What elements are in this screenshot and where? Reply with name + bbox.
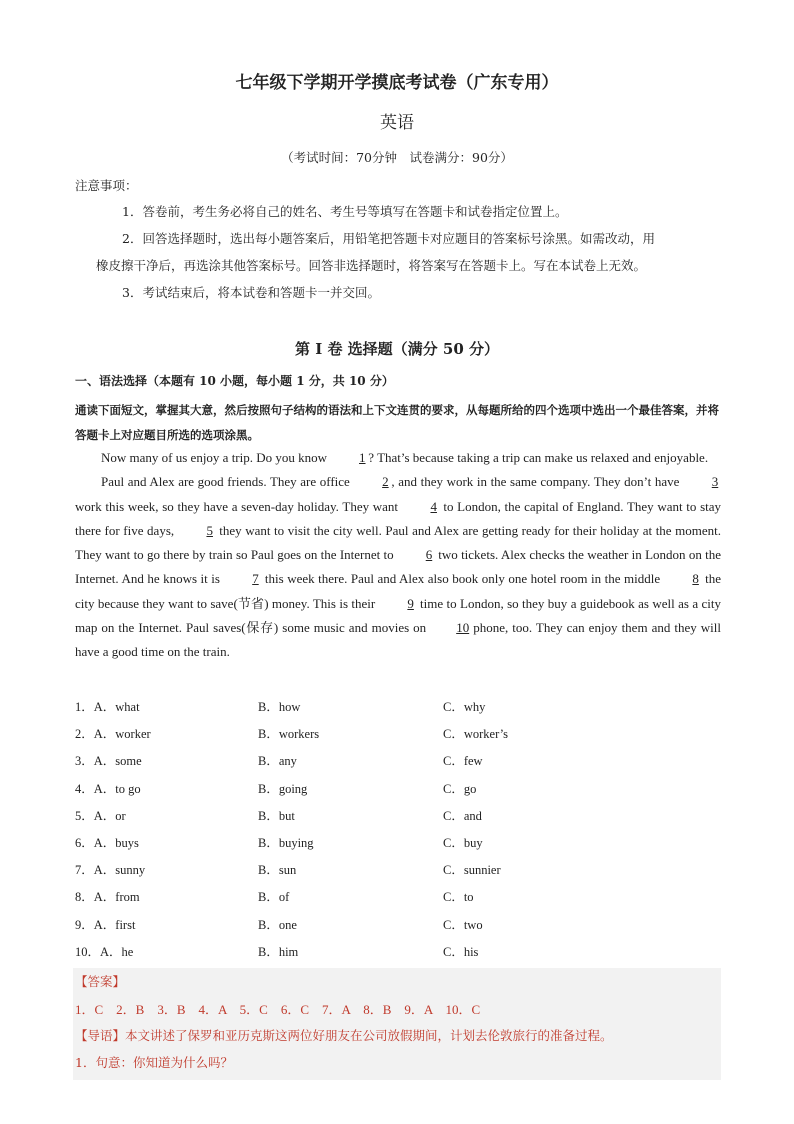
passage-text: , and they work in the same company. They don’t have [391, 474, 683, 490]
passage-paragraph-2 [75, 470, 721, 664]
option-b: B．how [258, 700, 301, 714]
question-row [75, 751, 721, 778]
option-a: 9．A．first [75, 917, 136, 932]
option-a: 10．A．he [75, 944, 134, 959]
option-c: C．few [443, 754, 483, 769]
blank-8: 8 [692, 571, 699, 587]
passage-text: Now many of us enjoy a trip. Do you know [101, 450, 331, 465]
blank-6: 6 [425, 547, 433, 563]
passage-text: the city because they want to save(节省) money. This is their [75, 571, 721, 611]
question-row [75, 724, 721, 751]
passage-paragraph-1 [75, 446, 721, 470]
section-title: 第 I 卷 选择题（满分 50 分） [294, 340, 499, 358]
guide-line [75, 1026, 613, 1044]
option-c: C．to [443, 890, 474, 905]
blank-5: 5 [206, 522, 213, 538]
option-a: 4．A．to go [75, 781, 141, 796]
option-a: 8．A．from [75, 890, 140, 905]
part-instruction: 通读下面短文，掌握其大意，然后按照句子结构的语法和上下文连贯的要求，从每题所给的四个选项中选出一个最佳答案，并将答题卡上对应题目所选的选项涂黑。 [75, 403, 719, 442]
option-c: C．sunnier [443, 863, 501, 878]
option-a: 3．A．some [75, 754, 142, 769]
answer-label: 【答案】 [75, 974, 126, 989]
question-row [75, 915, 721, 942]
passage-text: Paul and Alex are good friends. They are office [101, 474, 354, 490]
exam-title: 七年级下学期开学摸底考试卷（广东专用） [235, 73, 559, 93]
passage-text: to London, the capital of England. They want to stay there for five days, [75, 498, 722, 538]
blank-3: 3 [711, 474, 719, 490]
question-options [75, 697, 721, 969]
option-b: B．one [258, 917, 297, 932]
option-c: C．why [443, 700, 486, 714]
part-heading: 一、语法选择（本题有 10 小题，每小题 1 分，共 10 分） [75, 374, 394, 388]
option-c: C．his [443, 944, 479, 959]
answer-key: 1．C 2．B 3．B 4．A 5．C 6．C 7．A 8．B 9．A 10．C [75, 1002, 481, 1017]
passage-text: time to London, so they buy a guidebook as well as a city map on the Internet. Paul saves(保存) some music and movies on [75, 595, 721, 636]
note-item: 3．考试结束后，将本试卷和答题卡一并交回。 [122, 285, 380, 300]
question-1-explanation: 1．句意：你知道为什么吗？ [75, 1055, 233, 1070]
guide-text: 本文讲述了保罗和亚历克斯这两位好朋友在公司放假期间，计划去伦敦旅行的准备过程。 [125, 1028, 613, 1043]
blank-1: 1 [359, 450, 366, 465]
question-row [75, 697, 721, 724]
option-b: B．sun [258, 863, 297, 878]
blank-7: 7 [252, 571, 259, 587]
question-row [75, 860, 721, 887]
passage-text: this week there. Paul and Alex also book only one hotel room in the middle [261, 571, 664, 587]
note-item: 橡皮擦干净后，再选涂其他答案标号。回答非选择题时，将答案写在答题卡上。写在本试卷上无效。 [96, 258, 647, 273]
option-b: B．buying [258, 835, 314, 850]
notes-heading: 注意事项： [75, 178, 138, 193]
question-row [75, 806, 721, 833]
passage-text: phone, too. They can enjoy them and they will have a good time on the train. [75, 620, 721, 660]
passage-text: ? That’s because taking a trip can make us relaxed and enjoyable. [368, 450, 709, 465]
question-row [75, 779, 721, 806]
question-row [75, 942, 721, 969]
subject-title: 英语 [380, 113, 414, 133]
exam-info: （考试时间：70分钟 试卷满分：90分） [281, 150, 513, 165]
option-c: C．go [443, 781, 477, 796]
option-c: C．and [443, 808, 482, 823]
blank-2: 2 [382, 474, 389, 490]
option-c: C．worker’s [443, 727, 509, 742]
passage-text: they want to visit the city well. Paul and Alex are getting ready for their holiday at the moment. They want to go there by train so Paul goes on the Internet to [75, 522, 721, 563]
note-item: 1．答卷前，考生务必将自己的姓名、考生号等填写在答题卡和试卷指定位置上。 [122, 204, 568, 219]
blank-9: 9 [407, 595, 414, 611]
option-a: 1．A．what [75, 700, 140, 714]
option-b: B．but [258, 808, 295, 823]
question-row [75, 833, 721, 860]
option-b: B．of [258, 890, 290, 905]
guide-label: 【导语】 [75, 1028, 126, 1043]
reading-passage [75, 446, 721, 665]
option-a: 2．A．worker [75, 727, 151, 742]
question-row [75, 887, 721, 914]
option-a: 7．A．sunny [75, 863, 146, 878]
blank-10: 10 [456, 620, 470, 636]
option-c: C．buy [443, 835, 483, 850]
note-item: 2．回答选择题时，选出每小题答案后，用铅笔把答题卡对应题目的答案标号涂黑。如需改动，用 [122, 231, 655, 246]
option-b: B．any [258, 754, 297, 769]
option-a: 6．A．buys [75, 835, 139, 850]
option-c: C．two [443, 917, 483, 932]
option-b: B．workers [258, 727, 320, 742]
option-b: B．going [258, 781, 308, 796]
blank-4: 4 [430, 498, 437, 514]
passage-text: work this week, so they have a seven-day holiday. They want [75, 498, 402, 514]
option-b: B．him [258, 944, 299, 959]
option-a: 5．A．or [75, 808, 126, 823]
passage-text: two tickets. Alex checks the weather in London on the Internet. And he knows it is [75, 547, 721, 587]
